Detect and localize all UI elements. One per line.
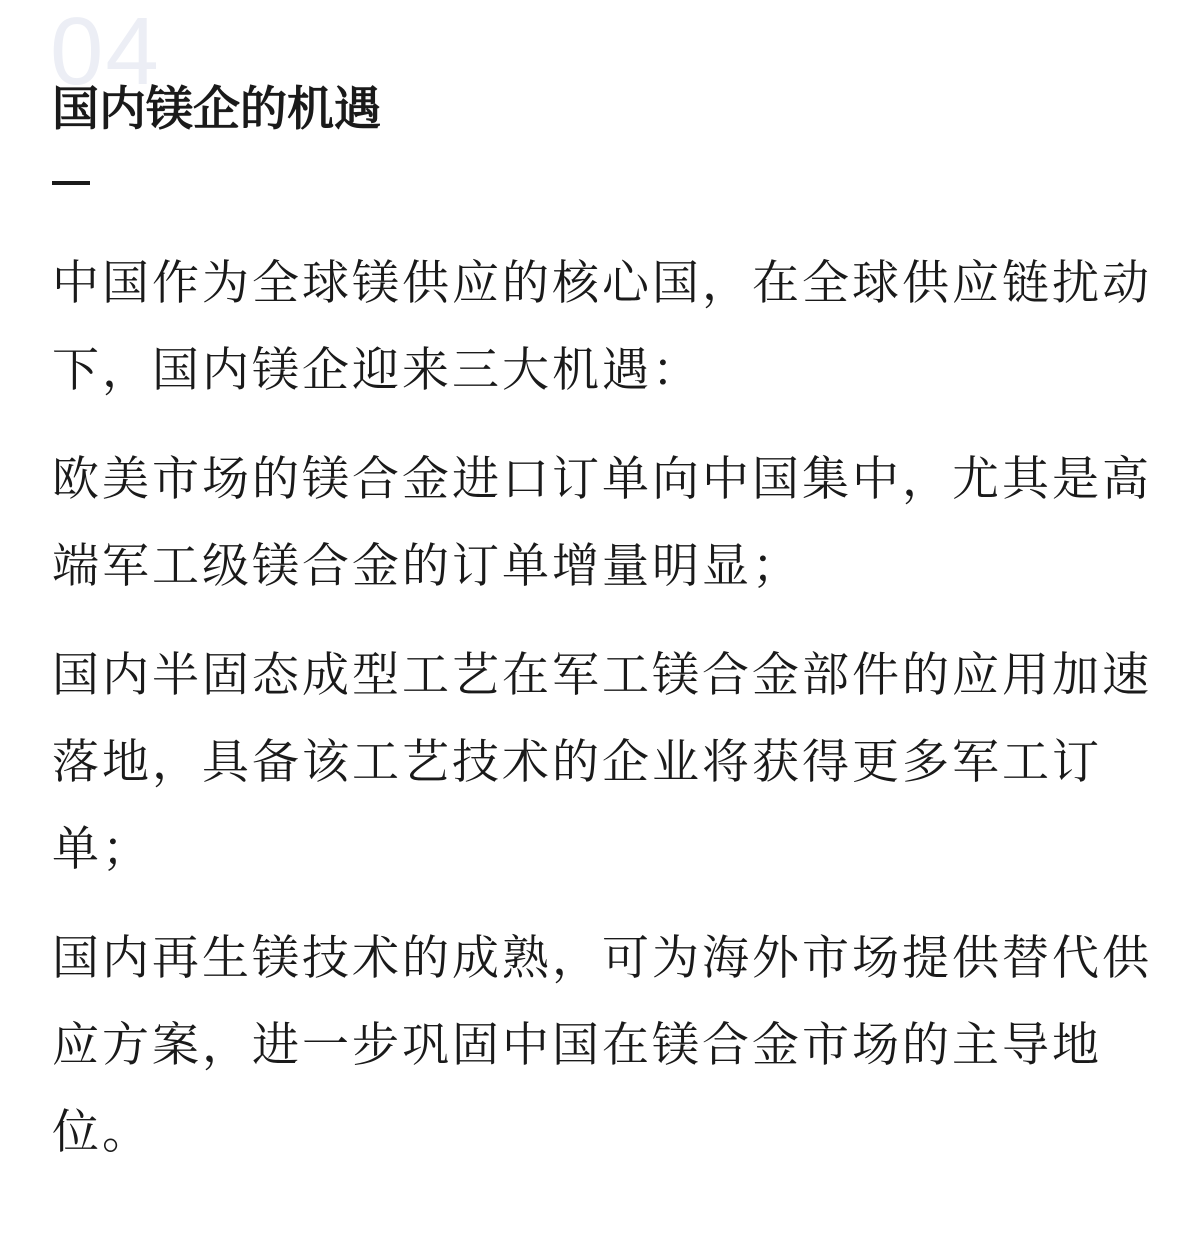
title-rule <box>52 181 90 185</box>
section-number: 04 <box>50 0 161 105</box>
paragraph-opportunity-1: 欧美市场的镁合金进口订单向中国集中，尤其是高端军工级镁合金的订单增量明显； <box>52 452 1152 594</box>
paragraph-intro: 中国作为全球镁供应的核心国，在全球供应链扰动下，国内镁企迎来三大机遇： <box>52 256 1152 398</box>
paragraph-opportunity-3: 国内再生镁技术的成熟，可为海外市场提供替代供应方案，进一步巩固中国在镁合金市场的主导地位。 <box>52 931 1152 1160</box>
paragraph-opportunity-2: 国内半固态成型工艺在军工镁合金部件的应用加速落地，具备该工艺技术的企业将获得更多军工订单； <box>52 648 1152 877</box>
article-body <box>52 240 1162 1198</box>
section-title: 国内镁企的机遇 <box>52 82 381 137</box>
